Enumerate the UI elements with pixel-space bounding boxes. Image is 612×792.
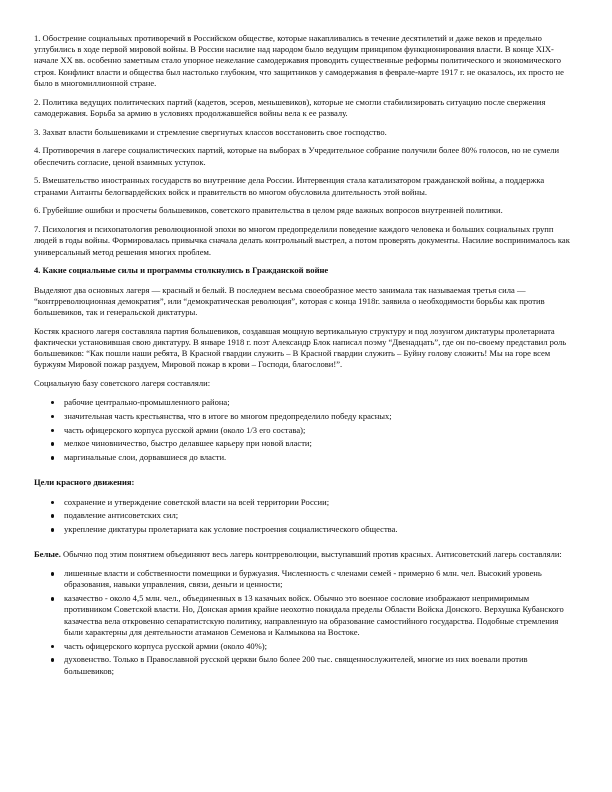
paragraph-whites bbox=[34, 549, 578, 560]
red-base-list bbox=[34, 397, 578, 463]
paragraph-two-camps: Выделяют два основных лагеря — красный и белый. В последнем весьма своеобразное место занимала так называемая третья сила — “контрреволюционная демократия”, или “демократическая революция”, которая с конца 1918г. заявила о необходимости борьбы как против большевиков, так и генеральской диктатуры. bbox=[34, 284, 545, 318]
whites-text: Обычно под этим понятием объединяют весь лагерь контрреволюции, выступавший против красных. Антисоветский лагерь составляли: bbox=[60, 549, 562, 560]
paragraph-social-base-intro: Социальную базу советского лагеря составляли: bbox=[34, 378, 211, 389]
list-item: значительная часть крестьянства, что в итоге во многом предопределило победу красных; bbox=[64, 411, 578, 422]
list-item: подавление антисоветских сил; bbox=[64, 510, 578, 521]
paragraph-red-camp: Костяк красного лагеря составляла партия большевиков, создавшая мощную вертикальную структуру и под лозунгом диктатуры пролетариата фактически установившая свою диктатуру. В январе 1918 г. поэт Александр Блок написал поэму “Двенадцать”, где он по-своему представил роль большевиков: “Как пошли наши ребята, В Красной гвардии служить – В Красной гвардии служить – Буйну голову сложить! Мы на горе всем буржуям Мировой пожар раздуем, Мировой пожар в крови – Господи, благослови!”. bbox=[34, 325, 567, 370]
whites-lead: Белые. bbox=[34, 549, 61, 560]
list-item: часть офицерского корпуса русской армии (около 40%); bbox=[64, 641, 578, 652]
list-item: духовенство. Только в Православной русской церкви было более 200 тыс. священнослужителей, многие из них воевали против большевиков; bbox=[64, 654, 578, 676]
section-heading-4: 4. Какие социальные силы и программы столкнулись в Гражданской войне bbox=[34, 265, 329, 276]
list-item: часть офицерского корпуса русской армии (около 1/3 его состава); bbox=[64, 425, 578, 436]
list-item: маргинальные слои, дорвавшиеся до власти. bbox=[64, 452, 578, 463]
red-goals-heading: Цели красного движения: bbox=[34, 477, 135, 488]
red-goals-list bbox=[34, 497, 578, 536]
list-item: казачество - около 4,5 млн. чел., объединенных в 13 казачьих войск. Обычно это военное сословие изображают непримиримым противником Советской власти. Но, Донская армия крайне неохотно покидала пределы Области Войска Донского. Верхушка Кубанского казачества вела откровенно сепаратистскую политику, направленную на образование самостийного государства. Подобные стремления были характерны для деятельности атаманов Семенова и Калмыкова на Востоке. bbox=[64, 593, 578, 638]
list-item: сохранение и утверждение советской власти на всей территории России; bbox=[64, 497, 578, 508]
list-item: лишенные власти и собственности помещики и буржуазия. Численность с членами семей - примерно 6 млн. чел. Высокий уровень образования, навыки управления, связи, деньги и ценности; bbox=[64, 568, 578, 590]
paragraph-cause-3: 3. Захват власти большевиками и стремление свергнутых классов восстановить свое господство. bbox=[34, 126, 387, 137]
paragraph-cause-4: 4. Противоречия в лагере социалистических партий, которые на выборах в Учредительное собрание получили более 80% голосов, но не сумели обеспечить согласие, ценой взаимных уступок. bbox=[34, 145, 560, 167]
white-base-list bbox=[34, 568, 578, 677]
list-item: мелкое чиновничество, быстро делавшее карьеру при новой власти; bbox=[64, 438, 578, 449]
paragraph-cause-1: 1. Обострение социальных противоречий в Российском обществе, которые накапливались в течение десятилетий и даже веков и предельно углубились в ходе первой мировой войны. В России насилие над народом было ведущим принципом функционирования власти. В конце XIX-начале XX вв. особенно заметным стало упорное нежелание самодержавия проводить существенные реформы политического и экономического строя. Конфликт власти и общества был настолько глубоким, что защитников у самодержавия в феврале-марте 1917 г. не оказалось, их просто не было в многомиллионной стране. bbox=[34, 33, 564, 88]
list-item: рабочие центрально-промышленного района; bbox=[64, 397, 578, 408]
paragraph-cause-5: 5. Вмешательство иностранных государств во внутренние дела России. Интервенция стала катализатором гражданской войны, а поддержка странами Антанты белогвардейских войск и правительств во многом обусловила длительность этой войны. bbox=[34, 175, 545, 197]
list-item: укрепление диктатуры пролетариата как условие построения социалистического общества. bbox=[64, 524, 578, 535]
paragraph-cause-2: 2. Политика ведущих политических партий (кадетов, эсеров, меньшевиков), которые не смогли стабилизировать ситуацию после свержения самодержавия. Борьба за армию в условиях продолжавшейся войны вела к ее развалу. bbox=[34, 96, 546, 118]
paragraph-cause-6: 6. Грубейшие ошибки и просчеты большевиков, советского правительства в целом ряде важных вопросов внутренней политики. bbox=[34, 205, 503, 216]
paragraph-cause-7: 7. Психология и психопатология революционной эпохи во многом предопределили поведение каждого человека и больших социальных групп людей в годы войны. Формировалась привычка сначала делать контрольный выстрел, а потом проверять документы. Насилие воспринималось как универсальный метод решения многих проблем. bbox=[34, 224, 570, 257]
